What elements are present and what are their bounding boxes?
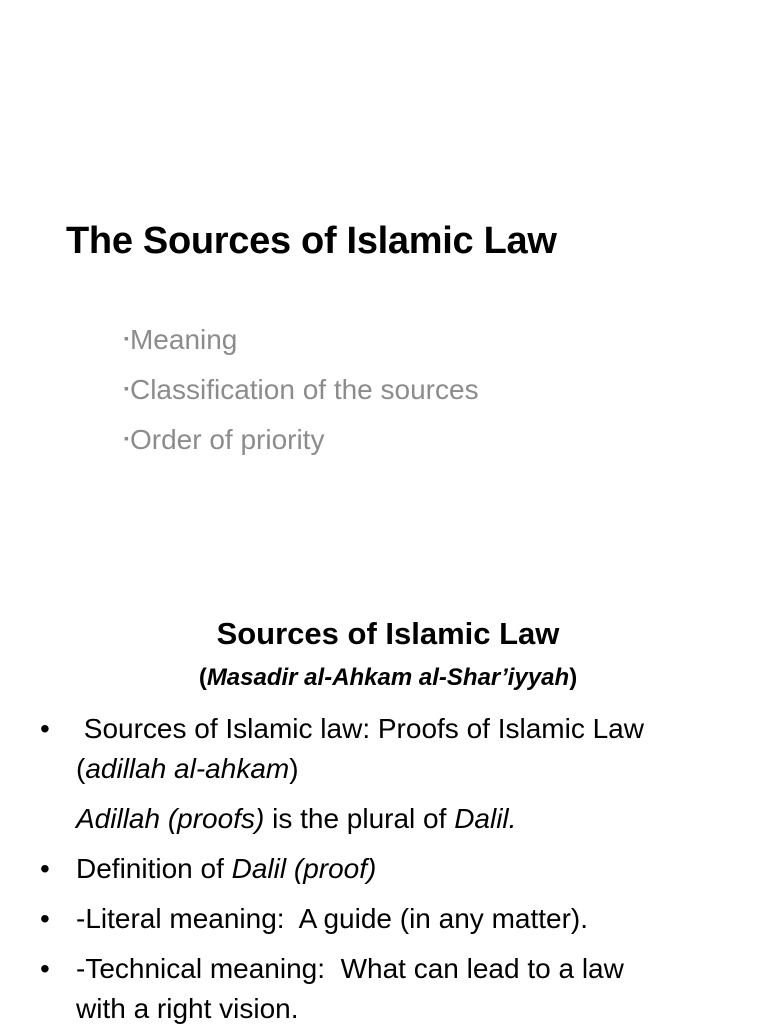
- slide-1-title: The Sources of Islamic Law: [66, 220, 557, 262]
- bullet-icon: •: [40, 953, 50, 984]
- list-item: • Definition of Dalil (proof): [0, 849, 768, 889]
- topic-item-label: Order of priority: [129, 424, 325, 455]
- square-bullet-icon: ▪: [124, 430, 129, 446]
- list-item: • -Literal meaning: A guide (in any matter).: [0, 899, 768, 939]
- bullet-icon: •: [40, 853, 50, 884]
- topic-item-order: [124, 418, 479, 468]
- bullet-icon: •: [40, 903, 50, 934]
- spacer: [0, 789, 768, 799]
- topic-item-label: Meaning: [129, 324, 238, 355]
- list-item: • Sources of Islamic law: Proofs of Islamic Law: [0, 709, 768, 749]
- square-bullet-icon: ▪: [124, 380, 129, 396]
- slide-2-bullet-list: [0, 709, 768, 1024]
- slide-2: [0, 576, 768, 1024]
- list-item-continuation: with a right vision.: [76, 993, 299, 1024]
- spacer: [0, 839, 768, 849]
- arabic-term: Masadir al-Ahkam al-Shar’iyyah: [206, 664, 570, 691]
- slide-2-title: Sources of Islamic Law: [216, 616, 560, 651]
- slide-1-topic-list: [124, 318, 479, 468]
- spacer: [0, 889, 768, 899]
- list-paragraph: Adillah (proofs) is the plural of Dalil.: [76, 803, 517, 834]
- spacer: [0, 939, 768, 949]
- list-item: • -Technical meaning: What can lead to a law: [0, 949, 768, 989]
- topic-item-label: Classification of the sources: [129, 374, 479, 405]
- bullet-icon: •: [40, 713, 50, 744]
- slide-2-subtitle: (Masadir al-Ahkam al-Shar’iyyah): [198, 664, 578, 691]
- topic-item-meaning: [124, 318, 479, 368]
- list-item-continuation: (adillah al-ahkam): [76, 753, 299, 784]
- topic-item-classification: [124, 368, 479, 418]
- square-bullet-icon: ▪: [124, 330, 129, 346]
